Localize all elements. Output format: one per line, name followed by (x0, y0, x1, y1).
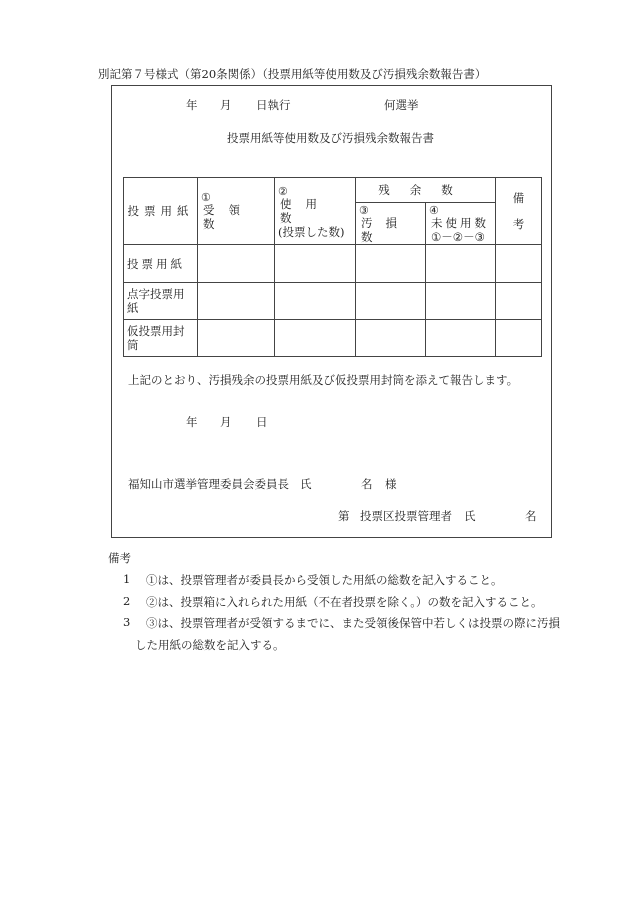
report-date-day: 日 (256, 415, 268, 429)
sender-role: 投票区投票管理者 (360, 509, 452, 523)
election-name: 何選挙 (384, 98, 419, 112)
sender-mei: 名 (525, 509, 537, 523)
cell-received[interactable] (198, 245, 275, 283)
note-number: 3 (123, 615, 131, 629)
cell-damaged[interactable] (356, 320, 426, 357)
header-received: ① 受領数 (198, 178, 275, 245)
cell-used[interactable] (275, 245, 356, 283)
row-label: 点字投票用紙 (124, 283, 198, 320)
header-damaged: ③ 汚損数 (356, 203, 426, 245)
table-row (124, 245, 542, 283)
table-row (124, 320, 542, 357)
note-text: ③は、投票管理者が受領するまでに、また受領後保管中若しくは投票の際に汚損 (146, 616, 560, 630)
header-remarks: 備考 (496, 178, 542, 245)
row-label: 仮投票用封筒 (124, 320, 198, 357)
note-number: 1 (123, 572, 131, 586)
note-text: ①は、投票管理者が委員長から受領した用紙の総数を記入すること。 (146, 573, 503, 587)
row-label: 投票用紙 (124, 245, 198, 283)
header-used: ② 使用数 (投票した数) (275, 178, 356, 245)
cell-unused[interactable] (426, 320, 496, 357)
date-year: 年 (186, 98, 198, 112)
note-text-continued: した用紙の総数を記入する。 (135, 638, 285, 652)
cell-damaged[interactable] (356, 245, 426, 283)
usage-table (123, 177, 542, 357)
addressee-mei: 名 (361, 477, 373, 491)
cell-used[interactable] (275, 283, 356, 320)
form-header: 別記第７号様式（第20条関係）（投票用紙等使用数及び汚損残余数報告書） (98, 67, 487, 81)
form-title: 投票用紙等使用数及び汚損残余数報告書 (227, 131, 434, 145)
note-text: ②は、投票箱に入れられた用紙（不在者投票を除く。）の数を記入すること。 (146, 595, 543, 609)
header-unused: ④ 未使用数 ①－②－③ (426, 203, 496, 245)
cell-remarks[interactable] (496, 283, 542, 320)
cell-received[interactable] (198, 320, 275, 357)
note-number: 2 (123, 594, 131, 608)
sender-shi: 氏 (464, 509, 476, 523)
addressee-office: 福知山市選挙管理委員会委員長 (128, 477, 289, 491)
cell-received[interactable] (198, 283, 275, 320)
notes-heading: 備考 (108, 551, 131, 565)
report-statement: 上記のとおり、汚損残余の投票用紙及び仮投票用封筒を添えて報告します。 (128, 373, 519, 387)
sender-district: 第 (338, 509, 350, 523)
cell-used[interactable] (275, 320, 356, 357)
table-row (124, 283, 542, 320)
cell-remarks[interactable] (496, 320, 542, 357)
header-remaining: 残余数 (356, 178, 496, 203)
report-date-month: 月 (220, 415, 232, 429)
addressee-sama: 様 (385, 477, 397, 491)
cell-unused[interactable] (426, 245, 496, 283)
cell-damaged[interactable] (356, 283, 426, 320)
cell-unused[interactable] (426, 283, 496, 320)
date-month: 月 (220, 98, 232, 112)
header-ballot: 投票用紙 (124, 178, 198, 245)
cell-remarks[interactable] (496, 245, 542, 283)
report-date-year: 年 (186, 415, 198, 429)
date-day: 日執行 (256, 98, 291, 112)
addressee-shi: 氏 (300, 477, 312, 491)
